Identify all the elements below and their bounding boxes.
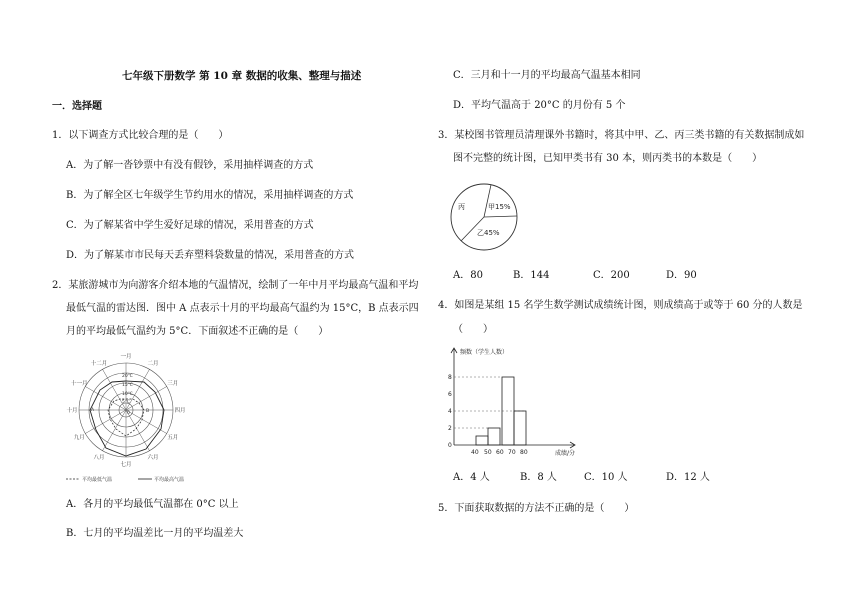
radar-chart <box>60 352 210 487</box>
q2-option-c: C．三月和十一月的平均最高气温基本相同 <box>453 70 641 81</box>
hist-xtick-60: 60 <box>496 449 504 456</box>
radar-month-label: 八月 <box>93 454 105 461</box>
q3-stem-line2: 图不完整的统计图，已知甲类书有 30 本，则丙类书的本数是（ ） <box>453 153 763 164</box>
q2-option-d: D．平均气温高于 20°C 的月份有 5 个 <box>453 100 626 111</box>
q2-stem-line3: 月的平均最低气温约为 5°C．下面叙述不正确的是（ ） <box>66 326 329 337</box>
ring-label-15: 15℃ <box>122 383 133 388</box>
radar-month-label: 四月 <box>174 408 186 414</box>
q1-option-d: D．为了解某市市民每天丢弃塑料袋数量的情况，采用普查的方式 <box>66 250 355 261</box>
radar-spoke <box>126 387 167 411</box>
hist-xtick-50: 50 <box>484 449 492 456</box>
pie-label-yi: 乙45% <box>477 229 500 237</box>
pie-chart <box>446 181 526 253</box>
radar-spoke <box>103 410 127 451</box>
pie-label-bing: 丙 <box>458 203 465 211</box>
q3-option-d: D．90 <box>666 270 697 281</box>
radar-spoke <box>126 410 150 451</box>
q3-option-a: A．80 <box>453 270 483 281</box>
q2-option-a: A．各月的平均最低气温都在 0°C 以上 <box>66 499 239 510</box>
radar-month-label: 一月 <box>120 354 132 360</box>
hist-ytick-8: 8 <box>448 374 452 381</box>
q1-option-a: A．为了解一沓钞票中有没有假钞，采用抽样调查的方式 <box>66 160 314 171</box>
q4-stem-line2: （ ） <box>453 324 493 335</box>
ring-label-10: 10℃ <box>122 392 133 397</box>
radar-month-label: 九月 <box>73 435 85 441</box>
q2-option-b: B．七月的平均温差比一月的平均温差大 <box>66 528 244 539</box>
hist-bar-70-80 <box>514 411 526 445</box>
histogram-chart <box>440 343 590 461</box>
hist-xtick-80: 80 <box>520 449 528 456</box>
pie-divider-1 <box>484 185 491 217</box>
section-heading: 一．选择题 <box>52 101 102 112</box>
pie-label-jia: 甲15% <box>488 203 511 211</box>
radar-month-label: 六月 <box>147 454 159 461</box>
radar-month-label: 三月 <box>167 381 179 387</box>
q4-option-d: D．12 人 <box>666 472 710 483</box>
q4-option-a: A．4 人 <box>453 472 490 483</box>
q5-stem: 5．下面获取数据的方法不正确的是（ ） <box>438 503 635 514</box>
point-label-origin: 0 <box>127 411 130 416</box>
hist-xtick-40: 40 <box>471 449 479 456</box>
point-label-b: B <box>146 409 150 414</box>
hist-ytick-4: 4 <box>448 408 452 415</box>
radar-month-label: 十二月 <box>90 361 108 368</box>
ring-label-5: 5℃ <box>122 400 130 405</box>
q2-stem-line2: 最低气温的雷达图．图中 A 点表示十月的平均最高气温约为 15°C，B 点表示四 <box>66 303 419 314</box>
hist-bar-50-60 <box>488 428 500 445</box>
radar-month-label: 十一月 <box>70 381 88 387</box>
pie-divider-2 <box>484 216 517 217</box>
q4-option-c: C．10 人 <box>584 472 628 483</box>
hist-xlabel: 成绩/分 <box>555 450 576 457</box>
q1-option-c: C．为了解某省中学生爱好足球的情况，采用普查的方式 <box>66 220 314 231</box>
hist-ylabel: 频数（学生人数） <box>460 349 509 356</box>
hist-ytick-0: 0 <box>448 442 452 449</box>
hist-xtick-70: 70 <box>508 449 516 456</box>
hist-bar-40-50 <box>476 436 488 445</box>
radar-month-label: 五月 <box>167 435 179 441</box>
point-label-a: A <box>91 408 95 413</box>
q1-option-b: B．为了解全区七年级学生节约用水的情况，采用抽样调查的方式 <box>66 190 354 201</box>
hist-ytick-6: 6 <box>448 391 452 398</box>
q3-option-b: B．144 <box>513 270 550 281</box>
radar-month-label: 七月 <box>120 462 132 468</box>
q4-option-b: B．8 人 <box>520 472 557 483</box>
hist-ytick-2: 2 <box>448 425 452 432</box>
q4-stem-line1: 4．如图是某组 15 名学生数学测试成绩统计图，则成绩高于或等于 60 分的人数是 <box>438 300 803 311</box>
q3-stem-line1: 3．某校图书管理员清理课外书籍时，将其中甲、乙、丙三类书籍的有关数据制成如 <box>438 130 805 141</box>
q1-stem: 1．以下调查方式比较合理的是（ ） <box>52 130 229 141</box>
q2-stem-line1: 2．某旅游城市为向游客介绍本地的气温情况，绘制了一年中月平均最高气温和平均 <box>52 280 419 291</box>
ring-label-20: 20℃ <box>122 374 133 379</box>
legend-max-temp: 平均最高气温 <box>154 477 185 483</box>
q3-option-c: C．200 <box>593 270 630 281</box>
legend-min-temp: 平均最低气温 <box>82 477 113 483</box>
radar-month-label: 十月 <box>66 408 78 414</box>
radar-month-label: 二月 <box>147 361 159 368</box>
page-title: 七年级下册数学 第 10 章 数据的收集、整理与描述 <box>122 70 362 82</box>
